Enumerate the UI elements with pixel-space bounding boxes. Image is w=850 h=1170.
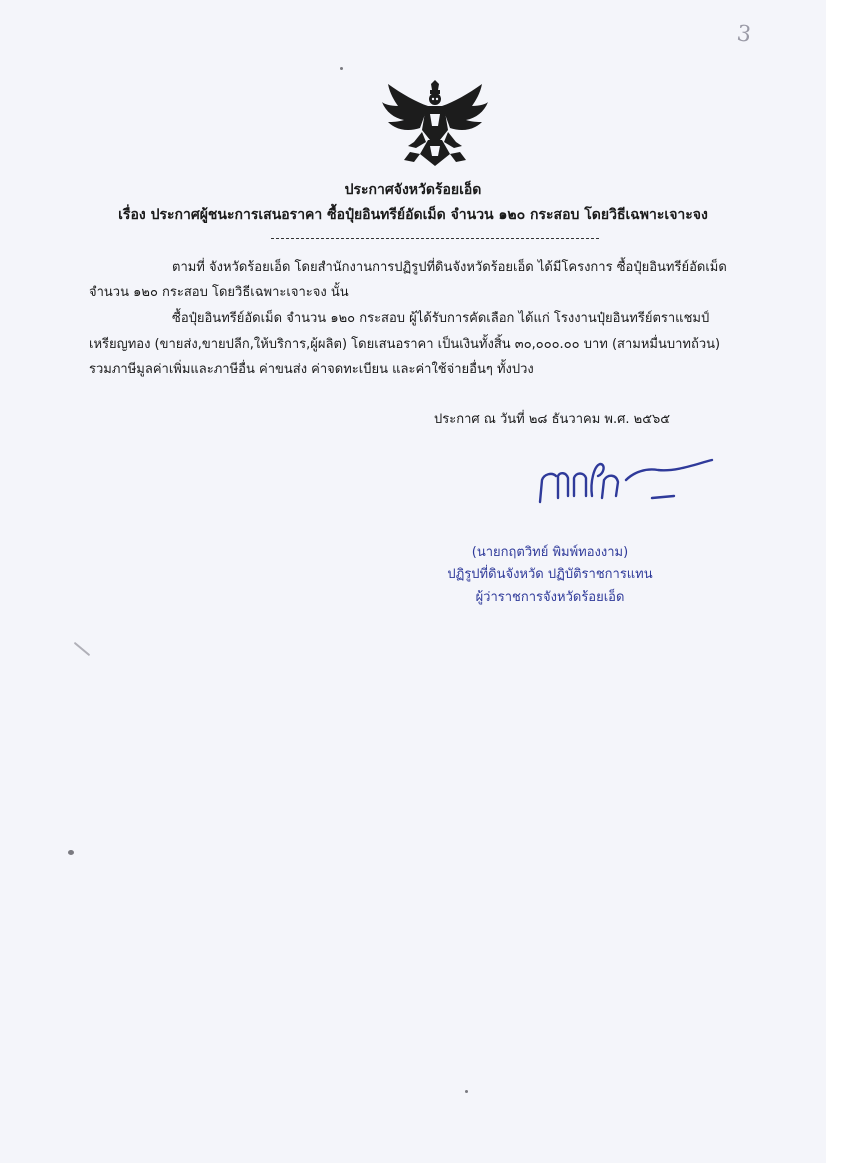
garuda-emblem-icon	[380, 80, 490, 170]
announcement-date: ประกาศ ณ วันที่ ๒๘ ธันวาคม พ.ศ. ๒๕๖๕	[434, 412, 671, 427]
signatory-position: ปฏิรูปที่ดินจังหวัด ปฏิบัติราชการแทน	[447, 567, 653, 582]
handwritten-signature	[530, 452, 720, 508]
scan-speck	[465, 1090, 468, 1093]
body-paragraph-2-line-3: รวมภาษีมูลค่าเพิ่มและภาษีอื่น ค่าขนส่ง ค่าจดทะเบียน และค่าใช้จ่ายอื่นๆ ทั้งปวง	[89, 362, 534, 377]
scan-border-bottom	[0, 1163, 850, 1170]
document-title: ประกาศจังหวัดร้อยเอ็ด	[344, 182, 482, 198]
scan-speck	[340, 67, 343, 70]
title-divider	[271, 238, 599, 239]
body-paragraph-1-line-2: จำนวน ๑๒๐ กระสอบ โดยวิธีเฉพาะเจาะจง นั้น	[89, 285, 349, 300]
document-subject: เรื่อง ประกาศผู้ชนะการเสนอราคา ซื้อปุ๋ยอินทรีย์อัดเม็ด จำนวน ๑๒๐ กระสอบ โดยวิธีเฉพาะเจาะจง	[118, 207, 708, 223]
body-paragraph-1-line-1: ตามที่ จังหวัดร้อยเอ็ด โดยสำนักงานการปฏิรูปที่ดินจังหวัดร้อยเอ็ด ได้มีโครงการ ซื้อปุ๋ยอินทรีย์อัดเม็ด	[172, 260, 727, 275]
body-paragraph-2-line-1: ซื้อปุ๋ยอินทรีย์อัดเม็ด จำนวน ๑๒๐ กระสอบ ผู้ได้รับการคัดเลือก ได้แก่ โรงงานปุ๋ยอินทรีย์ตราแชมป์	[172, 311, 710, 326]
signatory-name: (นายกฤตวิทย์ พิมพ์ทองงาม)	[471, 545, 629, 560]
handwritten-page-mark: 3	[735, 21, 753, 48]
scan-speck	[68, 850, 74, 855]
scan-border-right	[826, 0, 850, 1170]
signatory-on-behalf-of: ผู้ว่าราชการจังหวัดร้อยเอ็ด	[475, 590, 625, 605]
body-paragraph-2-line-2: เหรียญทอง (ขายส่ง,ขายปลีก,ให้บริการ,ผู้ผลิต) โดยเสนอราคา เป็นเงินทั้งสิ้น ๓๐,๐๐๐.๐๐ บาท (สามหมื่นบาทถ้วน)	[89, 337, 721, 352]
